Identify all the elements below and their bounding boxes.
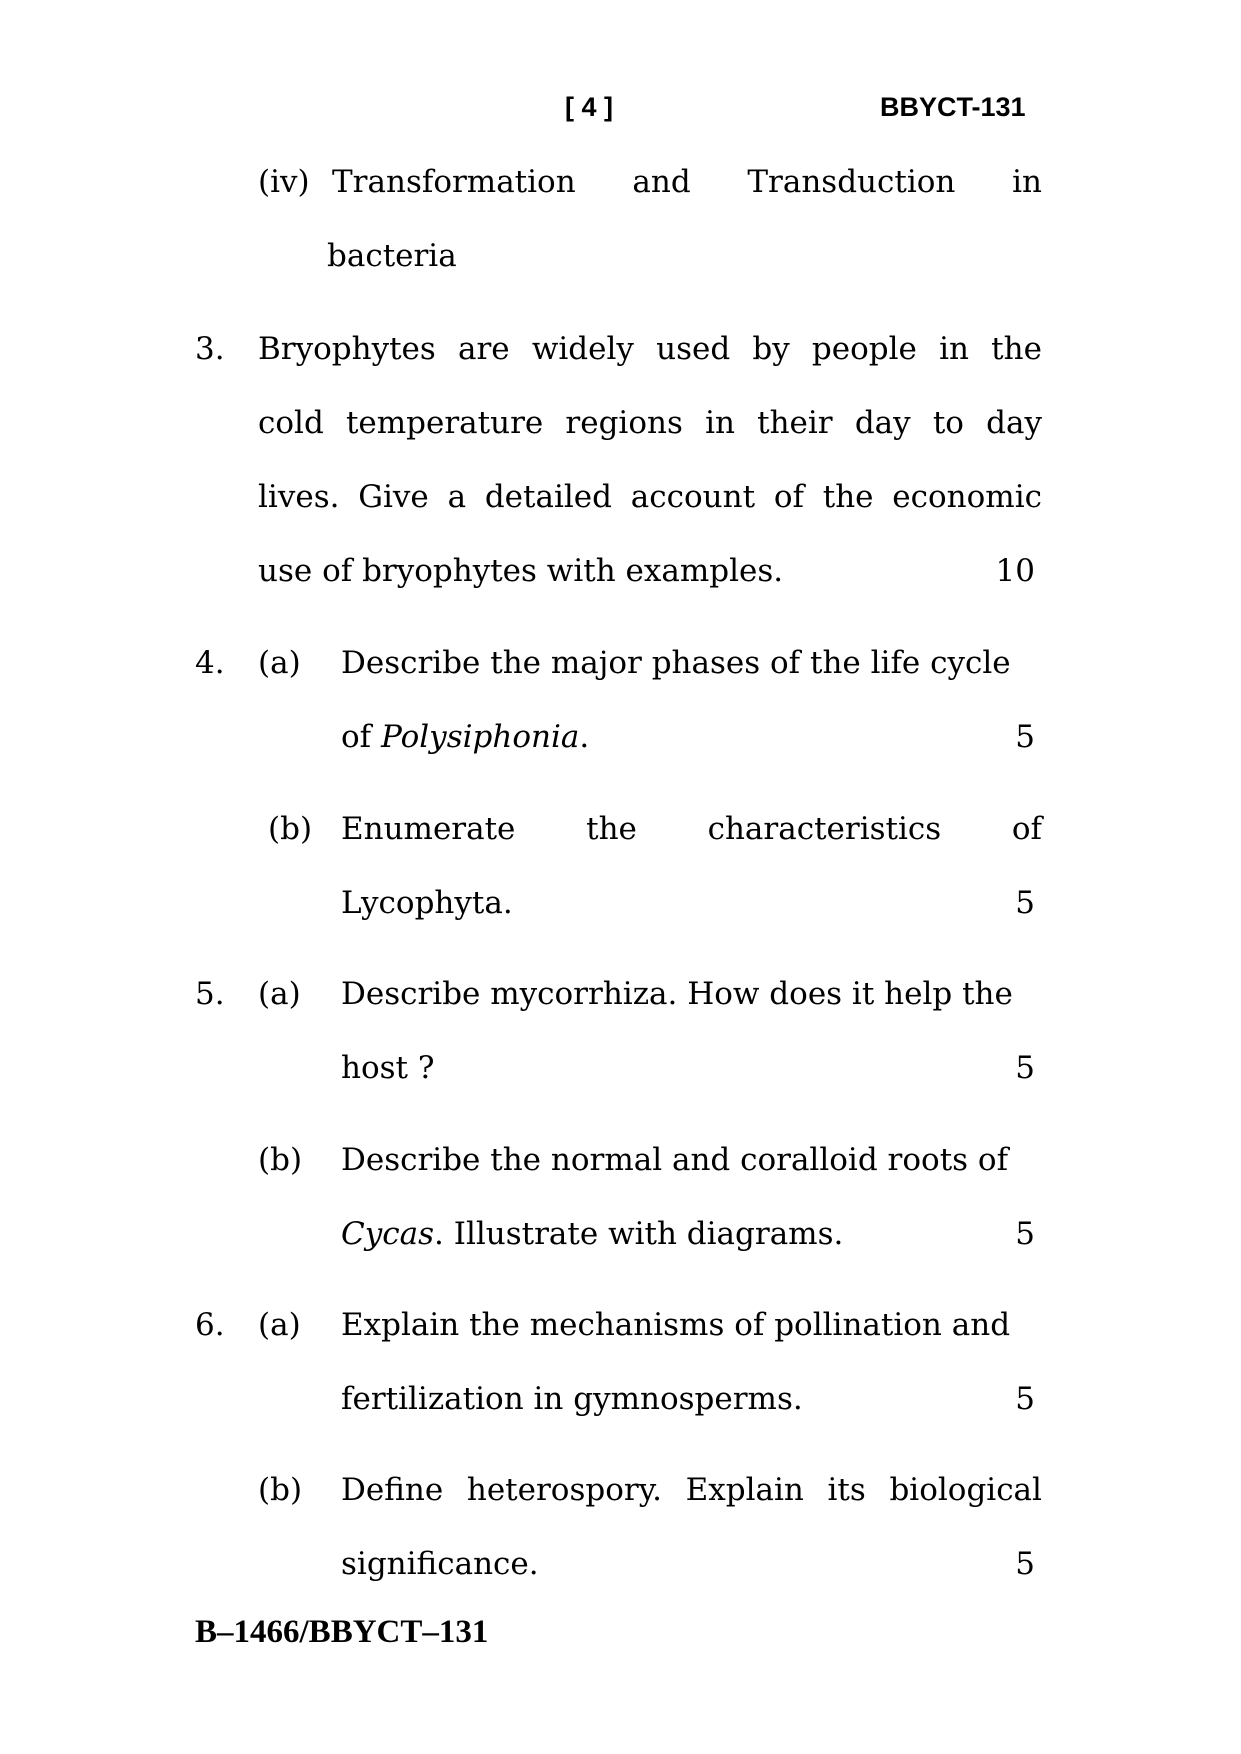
word: to [932, 405, 964, 441]
item-iv-label: (iv) [258, 164, 310, 200]
word: day [854, 405, 911, 441]
word: Define [341, 1472, 444, 1508]
word: by [752, 331, 790, 367]
marks: 5 [1015, 1381, 1035, 1417]
question-4b-line2: Lycophyta. [341, 885, 513, 921]
question-6b-line1 [341, 1470, 1042, 1510]
word: in [705, 405, 735, 441]
text: . Illustrate with diagrams. [434, 1216, 844, 1252]
sub-question-label: (a) [258, 1307, 301, 1343]
text: . [579, 719, 590, 755]
word: heterospory. [466, 1472, 662, 1508]
marks: 5 [1015, 885, 1035, 921]
sub-question-label: (b) [258, 1142, 303, 1178]
word: its [827, 1472, 866, 1508]
question-5a-line1: Describe mycorrhiza. How does it help the [341, 976, 1013, 1012]
question-5a-line2: host ? [341, 1050, 435, 1086]
marks: 5 [1015, 1216, 1035, 1252]
question-3-line1 [258, 329, 1042, 369]
word: in [939, 331, 969, 367]
word: in [1012, 164, 1042, 200]
genus-name: Cycas [341, 1216, 434, 1252]
word: temperature [345, 405, 544, 441]
word: widely [531, 331, 634, 367]
sub-question-label: (a) [258, 976, 301, 1012]
word: detailed [484, 479, 612, 515]
word: used [656, 331, 731, 367]
word: Transformation [332, 164, 576, 200]
footer-code: B–1466/BBYCT–131 [195, 1614, 489, 1650]
question-4a-line1: Describe the major phases of the life cycle [341, 645, 1011, 681]
question-3-line3 [258, 477, 1042, 517]
word: a [447, 479, 467, 515]
question-5b-line1: Describe the normal and coralloid roots of [341, 1142, 1009, 1178]
word: of [773, 479, 804, 515]
word: characteristics [707, 811, 942, 847]
sub-question-label: (a) [258, 645, 301, 681]
text: of [341, 719, 381, 755]
question-number: 6. [195, 1307, 225, 1343]
word: regions [565, 405, 683, 441]
word: Explain [685, 1472, 804, 1508]
sub-question-label: (b) [258, 1472, 303, 1508]
word: the [586, 811, 637, 847]
question-3-line2 [258, 403, 1042, 443]
word: the [991, 331, 1042, 367]
page-number: [ 4 ] [565, 92, 614, 122]
word: economic [892, 479, 1042, 515]
item-iv-line1 [332, 162, 1042, 202]
question-4b-line1 [341, 809, 1042, 849]
question-6a-line1: Explain the mechanisms of pollination and [341, 1307, 1011, 1343]
question-number: 3. [195, 331, 225, 367]
word: and [632, 164, 691, 200]
question-6a-line2: fertilization in gymnosperms. [341, 1381, 803, 1417]
word: their [757, 405, 833, 441]
word: lives. [258, 479, 340, 515]
word: account [630, 479, 756, 515]
word: of [1011, 811, 1042, 847]
question-6b-line2: significance. [341, 1546, 539, 1582]
question-5b-line2 [341, 1214, 843, 1254]
word: Transduction [747, 164, 956, 200]
question-number: 4. [195, 645, 225, 681]
marks: 10 [995, 553, 1035, 589]
question-3-line4: use of bryophytes with examples. [258, 553, 784, 589]
word: biological [889, 1472, 1042, 1508]
question-4a-line2 [341, 717, 589, 757]
species-name: Polysiphonia [381, 719, 580, 755]
word: the [822, 479, 874, 515]
sub-question-label: (b) [268, 811, 313, 847]
marks: 5 [1015, 1050, 1035, 1086]
item-iv-line2: bacteria [327, 238, 457, 274]
word: people [811, 331, 917, 367]
word: Enumerate [341, 811, 516, 847]
marks: 5 [1015, 719, 1035, 755]
word: Bryophytes [258, 331, 436, 367]
word: Give [358, 479, 429, 515]
word: day [986, 405, 1042, 441]
question-number: 5. [195, 976, 225, 1012]
marks: 5 [1015, 1546, 1035, 1582]
course-code: BBYCT-131 [880, 92, 1026, 122]
word: cold [258, 405, 324, 441]
word: are [458, 331, 510, 367]
